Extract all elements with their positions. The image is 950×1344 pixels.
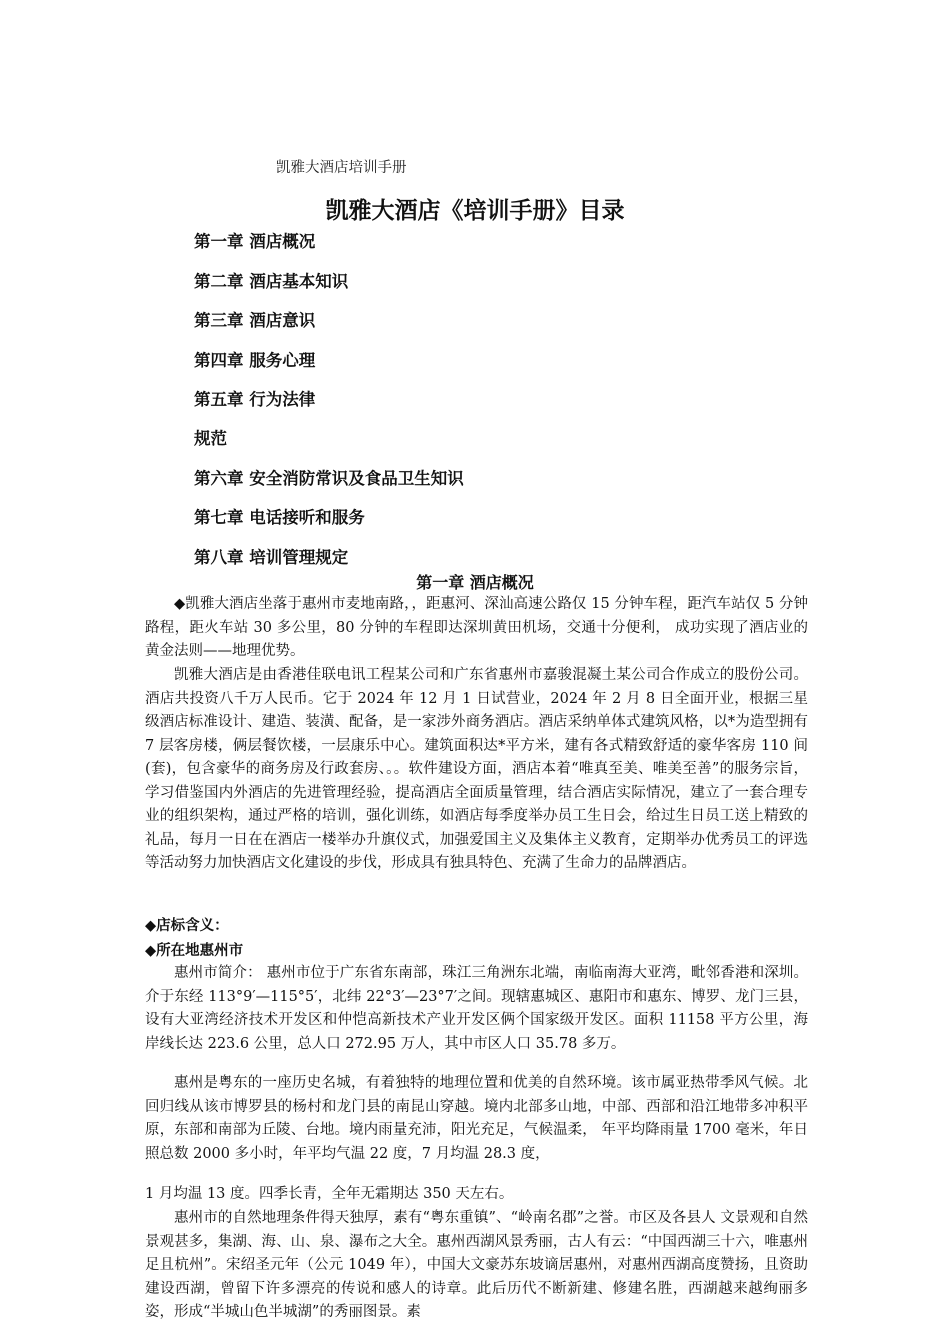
document-title: 凯雅大酒店《培训手册》目录 xyxy=(325,198,625,224)
paragraph-location: ◆凯雅大酒店坐落于惠州市麦地南路，，距惠河、深汕高速公路仅 15 分钟车程，距汽车站仅 5 分钟路程，距火车站 30 多公里，80 分钟的车程即达深圳黄田机场，交通十分便利， 成功实现了酒店业的黄金法则——地理优势。 xyxy=(145,596,808,659)
toc-item-chapter-5: 第五章 行为法律 xyxy=(194,390,316,409)
paragraph-company-profile: 凯雅大酒店是由香港佳联电讯工程某公司和广东省惠州市嘉骏混凝土某公司合作成立的股份公司。酒店共投资八千万人民币。它于 2024 年 12 月 1 日试营业，2024 年 2 月 8 日全面开业，根据三星级酒店标准设计、建造、装潢、配备，是一家涉外商务酒店。酒店采纳单体式建筑风格，以*为造型拥有 7 层客房楼，俩层餐饮楼，一层康乐中心。建筑面积达*平方米，建有各式精致舒适的豪华客房 110 间(套)，包含豪华的商务房及行政套房、。。软件建设方面，酒店本着“唯真至美、唯美至善”的服务宗旨，学习借鉴国内外酒店的先进管理经验，提高酒店全面质量管理，结合酒店实际情况，建立了一套合理专业的组织架构，通过严格的培训，强化训练，如酒店每季度举办员工生日会，给过生日员工送上精致的礼品，每月一日在在酒店一楼举办升旗仪式，加强爱国主义及集体主义教育，定期举办优秀员工的评选等活动努力加快酒店文化建设的步伐，形成具有独具特色、充满了生命力的品牌酒店。 xyxy=(145,667,808,871)
toc-item-chapter-5-cont: 规范 xyxy=(194,429,227,448)
bullet-location-city: ◆所在地惠州市 xyxy=(145,943,244,959)
toc-item-chapter-4: 第四章 服务心理 xyxy=(194,351,316,370)
bullet-logo-meaning: ◆店标含义： xyxy=(145,918,229,934)
toc-item-chapter-1: 第一章 酒店概况 xyxy=(194,232,316,251)
paragraph-huizhou-climate: 惠州是粤东的一座历史名城，有着独特的地理位置和优美的自然环境。该市属亚热带季风气候。北回归线从该市博罗县的杨村和龙门县的南昆山穿越。境内北部多山地，中部、西部和沿江地带多冲积平原，东部和南部为丘陵、台地。境内雨量充沛，阳光充足，气候温柔， 年平均降雨量 1700 毫米，年日照总数 2000 多小时，年平均气温 22 度，7 月均温 28.3 度， xyxy=(145,1075,808,1162)
toc-item-chapter-8: 第八章 培训管理规定 xyxy=(194,548,349,567)
toc-item-chapter-2: 第二章 酒店基本知识 xyxy=(194,272,349,291)
toc-item-chapter-3: 第三章 酒店意识 xyxy=(194,311,316,330)
paragraph-huizhou-scenery: 惠州市的自然地理条件得天独厚，素有“粤东重镇”、“岭南名郡”之誉。市区及各县人 文景观和自然景观甚多，集湖、海、山、泉、瀑布之大全。惠州西湖风景秀丽，古人有云：“中国西湖三十六，唯惠州足且杭州”。宋绍圣元年（公元 1049 年），中国大文豪苏东坡谪居惠州，对惠州西湖高度赞扬，且资助建设西湖，曾留下许多漂亮的传说和感人的诗章。此后历代不断新建、修建名胜，西湖越来越绚丽多姿，形成“半城山色半城湖”的秀丽图景。素 xyxy=(145,1210,808,1320)
running-header: 凯雅大酒店培训手册 xyxy=(276,160,407,176)
toc-item-chapter-6: 第六章 安全消防常识及食品卫生知识 xyxy=(194,469,464,488)
section-title: 第一章 酒店概况 xyxy=(416,573,534,592)
paragraph-climate-cont: 1 月均温 13 度。四季长青，全年无霜期达 350 天左右。 xyxy=(145,1186,514,1202)
toc-item-chapter-7: 第七章 电话接听和服务 xyxy=(194,508,365,527)
paragraph-huizhou-intro: 惠州市简介： 惠州市位于广东省东南部，珠江三角洲东北端，南临南海大亚湾，毗邻香港和深圳。介于东经 113°9′—115°5′，北纬 22°3′—23°7′之间。现辖惠城区、惠阳市和惠东、博罗、龙门三县，设有大亚湾经济技术开发区和仲恺高新技术产业开发区俩个国家级开发区。面积 11158 平方公里，海岸线长达 223.6 公里，总人口 272.95 万人，其中市区人口 35.78 多万。 xyxy=(145,965,808,1052)
